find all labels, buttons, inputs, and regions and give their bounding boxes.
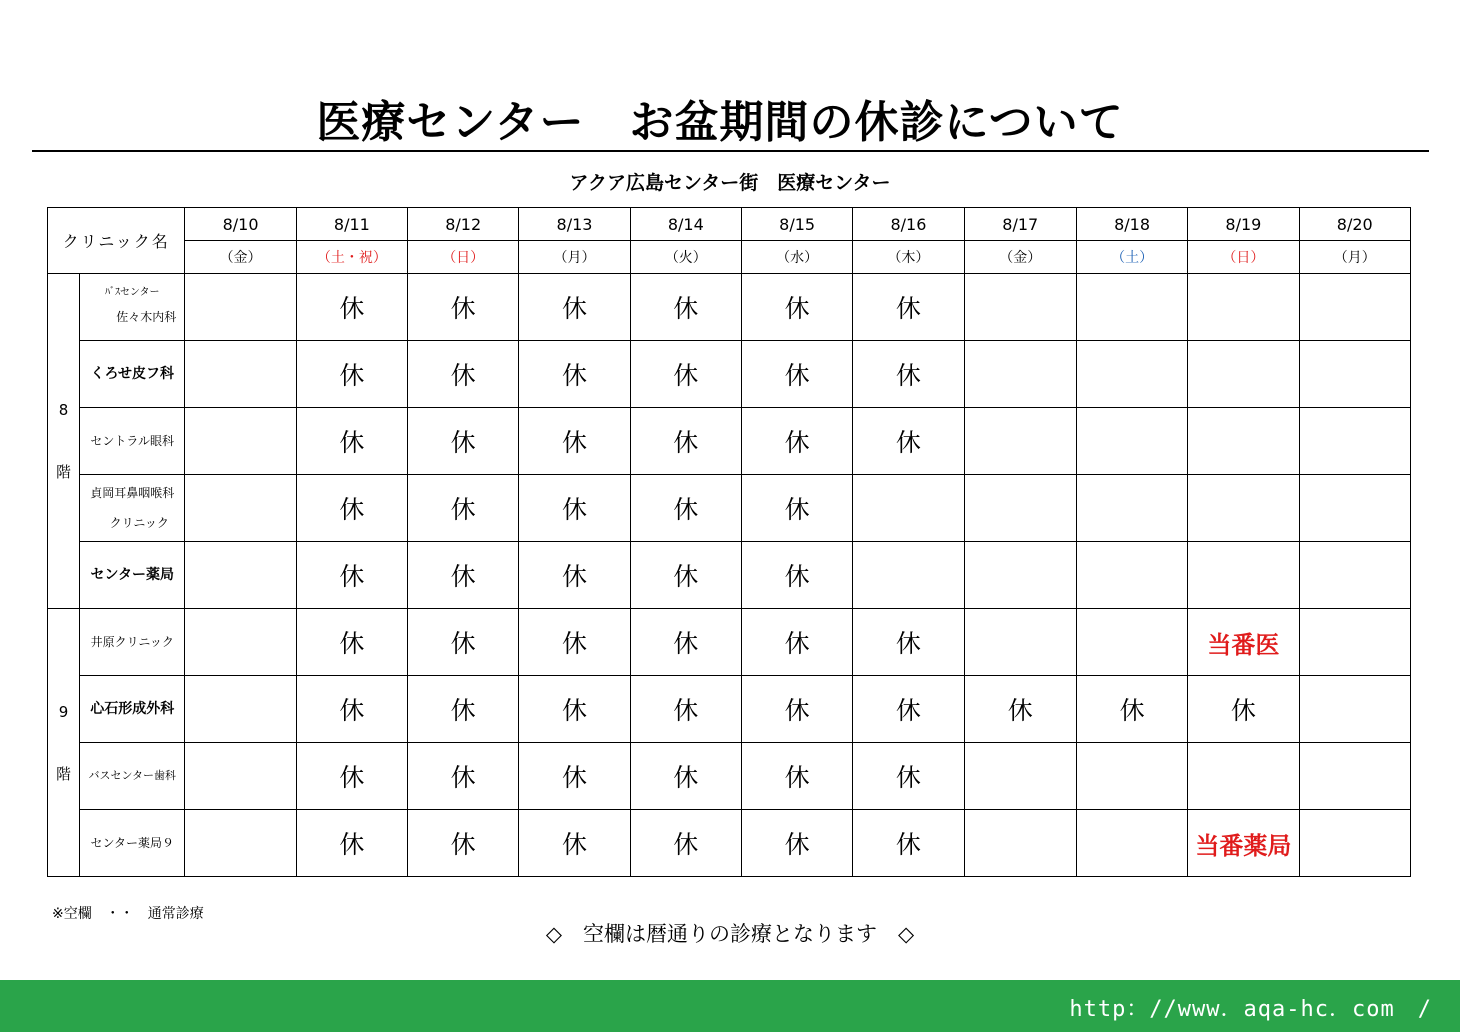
floor-number: 8	[58, 401, 69, 419]
closed-cell: 休	[408, 542, 519, 609]
closed-cell: 休	[296, 609, 407, 676]
table-row	[48, 341, 1411, 408]
schedule-cell	[1299, 408, 1410, 475]
header-date-row	[48, 208, 1411, 241]
closed-cell: 休	[630, 542, 741, 609]
schedule-cell	[964, 542, 1076, 609]
closed-cell: 休	[853, 341, 964, 408]
clinic-name-header: クリニック名	[48, 208, 185, 274]
footer-url-link[interactable]: http：//www．aqa-hc．com /	[1069, 997, 1432, 1022]
schedule-cell	[185, 408, 296, 475]
duty-pharmacy-cell: 当番薬局	[1188, 810, 1299, 877]
schedule-cell	[185, 743, 296, 810]
clinic-name: 井原クリニック	[80, 609, 185, 676]
weekday-header: （土）	[1076, 241, 1187, 274]
closed-cell: 休	[630, 408, 741, 475]
weekday-header: （金）	[964, 241, 1076, 274]
closed-cell: 休	[1076, 676, 1187, 743]
schedule-cell	[185, 810, 296, 877]
date-header: 8/17	[964, 208, 1076, 241]
clinic-name	[80, 274, 185, 341]
date-header: 8/14	[630, 208, 741, 241]
schedule-cell	[185, 609, 296, 676]
schedule-cell	[1076, 475, 1187, 542]
schedule-cell	[1299, 341, 1410, 408]
schedule-cell	[1299, 475, 1410, 542]
schedule-cell	[853, 542, 964, 609]
schedule-cell	[185, 475, 296, 542]
header-weekday-row	[48, 241, 1411, 274]
clinic-name: 心石形成外科	[80, 676, 185, 743]
table-row	[48, 676, 1411, 743]
schedule-cell	[964, 609, 1076, 676]
closed-cell: 休	[408, 743, 519, 810]
closed-cell: 休	[408, 408, 519, 475]
closed-cell: 休	[741, 743, 852, 810]
table-row	[48, 810, 1411, 877]
closed-cell: 休	[408, 341, 519, 408]
clinic-name: くろせ皮フ科	[80, 341, 185, 408]
duty-doctor-cell: 当番医	[1188, 609, 1299, 676]
weekday-header: （月）	[519, 241, 630, 274]
closed-cell: 休	[630, 810, 741, 877]
schedule-cell	[964, 341, 1076, 408]
weekday-header: （日）	[1188, 241, 1299, 274]
page-title: 医療センター お盆期間の休診について	[316, 97, 1124, 148]
date-header: 8/20	[1299, 208, 1410, 241]
floor-8-label	[48, 274, 80, 609]
closed-cell: 休	[296, 408, 407, 475]
closed-cell: 休	[408, 676, 519, 743]
closed-cell: 休	[741, 475, 852, 542]
schedule-cell	[1299, 676, 1410, 743]
floor-9-label	[48, 609, 80, 877]
closed-cell: 休	[741, 341, 852, 408]
schedule-cell	[964, 475, 1076, 542]
schedule-cell	[1299, 609, 1410, 676]
date-header: 8/12	[408, 208, 519, 241]
date-header: 8/15	[741, 208, 852, 241]
footer-bar	[0, 980, 1460, 1032]
weekday-header: （木）	[853, 241, 964, 274]
closed-cell: 休	[1188, 676, 1299, 743]
closed-cell: 休	[408, 274, 519, 341]
closed-cell: 休	[630, 341, 741, 408]
schedule-cell	[964, 810, 1076, 877]
closed-cell: 休	[630, 475, 741, 542]
closed-cell: 休	[296, 274, 407, 341]
closed-cell: 休	[853, 810, 964, 877]
table-row	[48, 408, 1411, 475]
center-note: ◇ 空欄は暦通りの診療となります ◇	[545, 922, 915, 946]
closed-cell: 休	[519, 274, 630, 341]
closed-cell: 休	[296, 475, 407, 542]
date-header: 8/16	[853, 208, 964, 241]
schedule-cell	[1188, 475, 1299, 542]
weekday-header: （金）	[185, 241, 296, 274]
clinic-name: バスセンター歯科	[80, 743, 185, 810]
weekday-header: （日）	[408, 241, 519, 274]
closed-cell: 休	[519, 676, 630, 743]
closed-cell: 休	[964, 676, 1076, 743]
schedule-cell	[1076, 341, 1187, 408]
table-row	[48, 274, 1411, 341]
date-header: 8/10	[185, 208, 296, 241]
schedule-cell	[185, 676, 296, 743]
closed-cell: 休	[408, 609, 519, 676]
schedule-cell	[1188, 542, 1299, 609]
closed-cell: 休	[853, 408, 964, 475]
floor-number: 9	[58, 702, 69, 721]
schedule-cell	[185, 341, 296, 408]
closed-cell: 休	[519, 408, 630, 475]
weekday-header: （土・祝）	[296, 241, 407, 274]
closed-cell: 休	[519, 810, 630, 877]
page-subtitle: アクア広島センター街 医療センター	[569, 172, 891, 194]
date-header: 8/18	[1076, 208, 1187, 241]
closed-cell: 休	[519, 341, 630, 408]
schedule-cell	[1076, 408, 1187, 475]
schedule-cell	[1076, 810, 1187, 877]
schedule-cell	[1188, 408, 1299, 475]
date-header: 8/19	[1188, 208, 1299, 241]
closed-cell: 休	[630, 609, 741, 676]
schedule-cell	[1299, 743, 1410, 810]
closed-cell: 休	[296, 810, 407, 877]
closed-cell: 休	[630, 274, 741, 341]
weekday-header: （月）	[1299, 241, 1410, 274]
schedule-cell	[1299, 274, 1410, 341]
schedule-cell	[964, 743, 1076, 810]
clinic-name-line1: ﾊﾞｽセンター	[104, 287, 160, 298]
clinic-name	[80, 475, 185, 542]
table-row	[48, 475, 1411, 542]
closed-cell: 休	[741, 408, 852, 475]
weekday-header: （火）	[630, 241, 741, 274]
clinic-name: センター薬局	[80, 542, 185, 609]
weekday-header: （水）	[741, 241, 852, 274]
date-header: 8/13	[519, 208, 630, 241]
closed-cell: 休	[741, 542, 852, 609]
schedule-cell	[1076, 274, 1187, 341]
schedule-cell	[1076, 542, 1187, 609]
closed-cell: 休	[741, 810, 852, 877]
table-row	[48, 542, 1411, 609]
clinic-name: センター薬局９	[80, 810, 185, 877]
title-divider	[32, 150, 1429, 152]
closed-cell: 休	[741, 676, 852, 743]
schedule-cell	[853, 475, 964, 542]
schedule-cell	[1299, 542, 1410, 609]
closed-cell: 休	[630, 743, 741, 810]
clinic-name: セントラル眼科	[80, 408, 185, 475]
closed-cell: 休	[519, 542, 630, 609]
date-header: 8/11	[296, 208, 407, 241]
table-row	[48, 609, 1411, 676]
closed-cell: 休	[853, 676, 964, 743]
closed-cell: 休	[741, 609, 852, 676]
holiday-schedule-table	[47, 207, 1411, 877]
schedule-cell	[1188, 274, 1299, 341]
clinic-name-line2: 佐々木内科	[116, 310, 177, 324]
floor-suffix: 階	[56, 463, 72, 481]
table-row	[48, 743, 1411, 810]
closed-cell: 休	[296, 743, 407, 810]
closed-cell: 休	[853, 743, 964, 810]
closed-cell: 休	[630, 676, 741, 743]
closed-cell: 休	[408, 475, 519, 542]
schedule-cell	[1188, 341, 1299, 408]
closed-cell: 休	[296, 676, 407, 743]
schedule-cell	[185, 542, 296, 609]
closed-cell: 休	[853, 274, 964, 341]
closed-cell: 休	[853, 609, 964, 676]
schedule-cell	[185, 274, 296, 341]
closed-cell: 休	[296, 341, 407, 408]
schedule-cell	[964, 274, 1076, 341]
closed-cell: 休	[519, 609, 630, 676]
schedule-cell	[1076, 743, 1187, 810]
clinic-name-line1: 貞岡耳鼻咽喉科	[90, 486, 175, 500]
closed-cell: 休	[519, 475, 630, 542]
schedule-cell	[1188, 743, 1299, 810]
floor-suffix: 階	[56, 764, 72, 783]
schedule-cell	[1076, 609, 1187, 676]
legend-note: ※空欄 ・・ 通常診療	[52, 906, 204, 922]
schedule-cell	[964, 408, 1076, 475]
closed-cell: 休	[408, 810, 519, 877]
schedule-cell	[1299, 810, 1410, 877]
closed-cell: 休	[296, 542, 407, 609]
clinic-name-line2: クリニック	[109, 516, 169, 530]
closed-cell: 休	[741, 274, 852, 341]
closed-cell: 休	[519, 743, 630, 810]
